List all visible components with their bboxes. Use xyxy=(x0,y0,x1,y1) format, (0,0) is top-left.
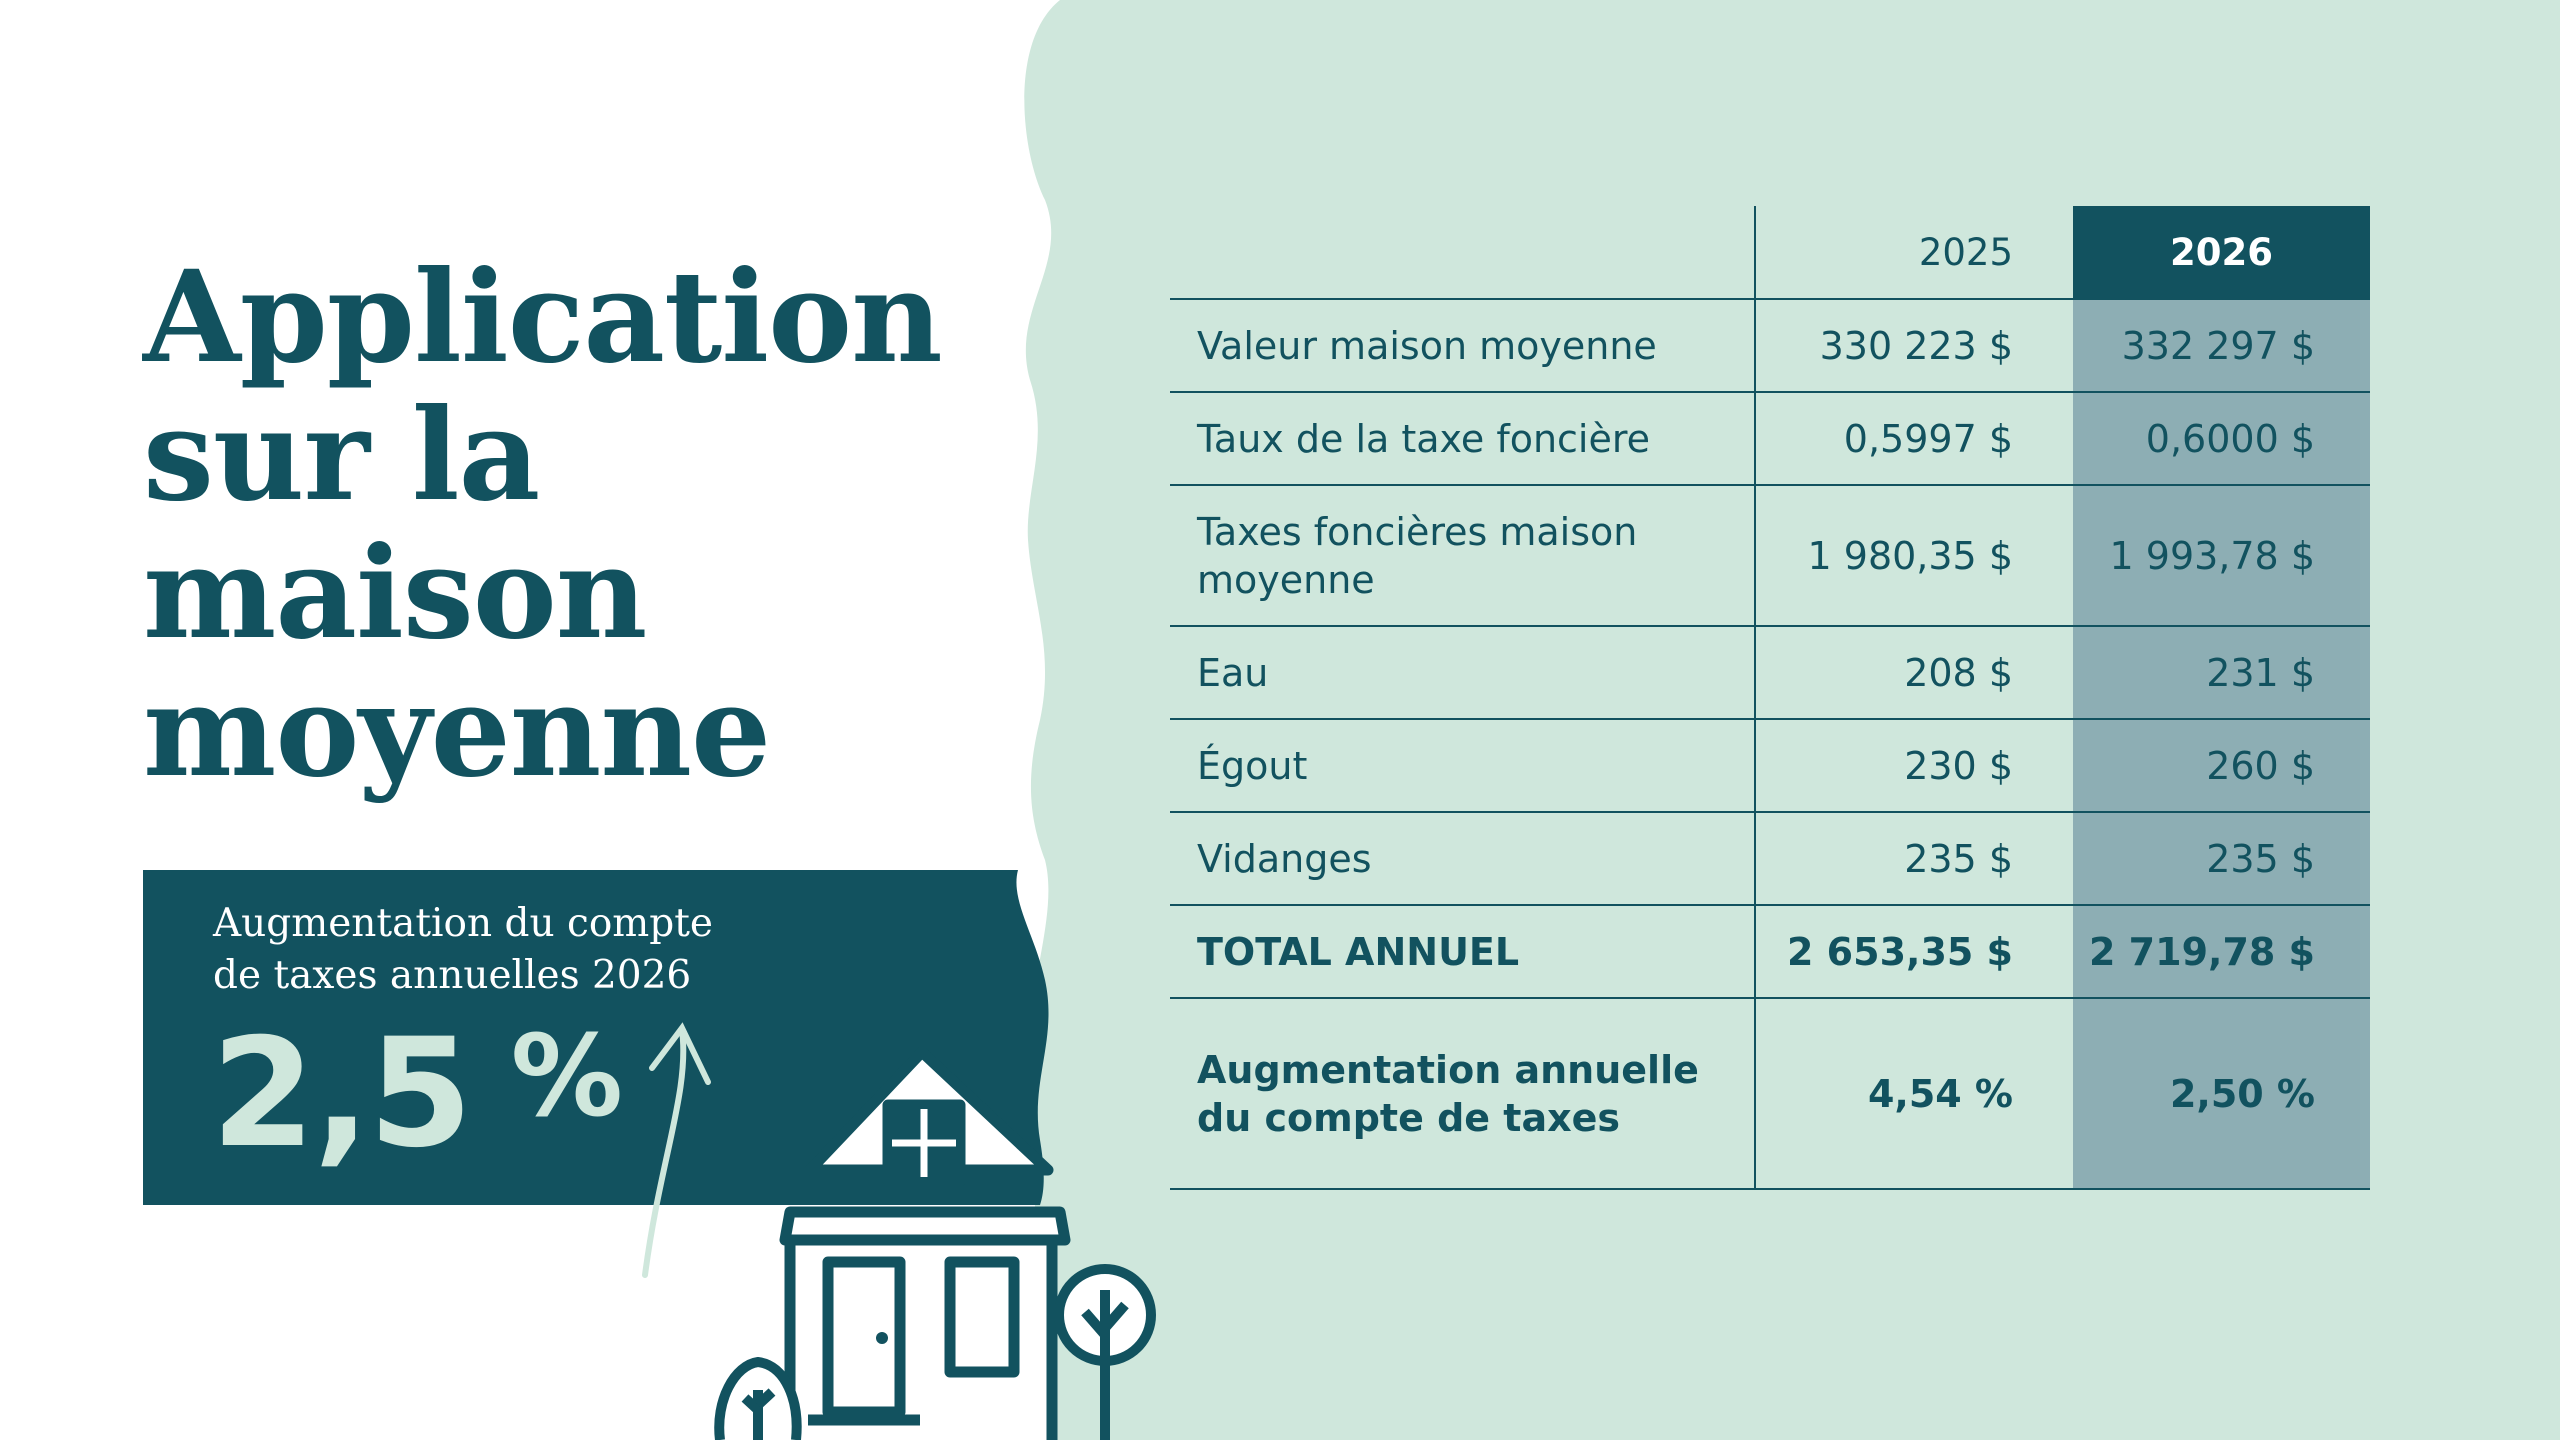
row-label: Taux de la taxe foncière xyxy=(1170,392,1755,485)
value-2025: 4,54 % xyxy=(1755,998,2073,1189)
table-row xyxy=(1170,626,2370,719)
stat-number: 2,5 xyxy=(211,1007,471,1181)
row-label: TOTAL ANNUEL xyxy=(1170,905,1755,998)
tax-comparison-table xyxy=(1170,206,2370,1190)
value-2025: 2 653,35 $ xyxy=(1755,905,2073,998)
title-line-1: Application xyxy=(143,243,942,391)
page-title xyxy=(143,243,942,805)
table-row-increase xyxy=(1170,998,2370,1189)
stat-value xyxy=(211,992,621,1179)
table-row xyxy=(1170,719,2370,812)
table-row xyxy=(1170,392,2370,485)
header-2026: 2026 xyxy=(2073,206,2370,299)
value-2025: 230 $ xyxy=(1755,719,2073,812)
title-line-2: sur la xyxy=(143,381,540,529)
value-2026: 332 297 $ xyxy=(2073,299,2370,392)
row-label: Taxes foncières maison moyenne xyxy=(1170,485,1755,626)
table-row-total xyxy=(1170,905,2370,998)
stat-label xyxy=(213,898,853,1002)
row-label: Augmentation annuelle du compte de taxes xyxy=(1170,998,1755,1189)
table-row xyxy=(1170,812,2370,905)
stat-unit: % xyxy=(510,1012,621,1142)
value-2026: 260 $ xyxy=(2073,719,2370,812)
bush-icon xyxy=(719,1362,796,1440)
value-2025: 330 223 $ xyxy=(1755,299,2073,392)
row-label: Égout xyxy=(1170,719,1755,812)
tax-increase-stat xyxy=(143,870,1053,1205)
value-2026: 1 993,78 $ xyxy=(2073,485,2370,626)
value-2026: 2 719,78 $ xyxy=(2073,905,2370,998)
table-row xyxy=(1170,299,2370,392)
value-2025: 208 $ xyxy=(1755,626,2073,719)
value-2025: 1 980,35 $ xyxy=(1755,485,2073,626)
value-2025: 235 $ xyxy=(1755,812,2073,905)
header-label xyxy=(1170,206,1755,299)
value-2025: 0,5997 $ xyxy=(1755,392,2073,485)
table-row xyxy=(1170,485,2370,626)
row-label: Vidanges xyxy=(1170,812,1755,905)
value-2026: 235 $ xyxy=(2073,812,2370,905)
table-header-row xyxy=(1170,206,2370,299)
stat-label-line-2: de taxes annuelles 2026 xyxy=(213,953,692,998)
stat-label-line-1: Augmentation du compte xyxy=(213,901,713,946)
row-label: Eau xyxy=(1170,626,1755,719)
value-2026: 2,50 % xyxy=(2073,998,2370,1189)
value-2026: 231 $ xyxy=(2073,626,2370,719)
title-line-3: maison xyxy=(143,519,647,667)
value-2026: 0,6000 $ xyxy=(2073,392,2370,485)
header-2025: 2025 xyxy=(1755,206,2073,299)
title-line-4: moyenne xyxy=(143,657,771,805)
row-label: Valeur maison moyenne xyxy=(1170,299,1755,392)
